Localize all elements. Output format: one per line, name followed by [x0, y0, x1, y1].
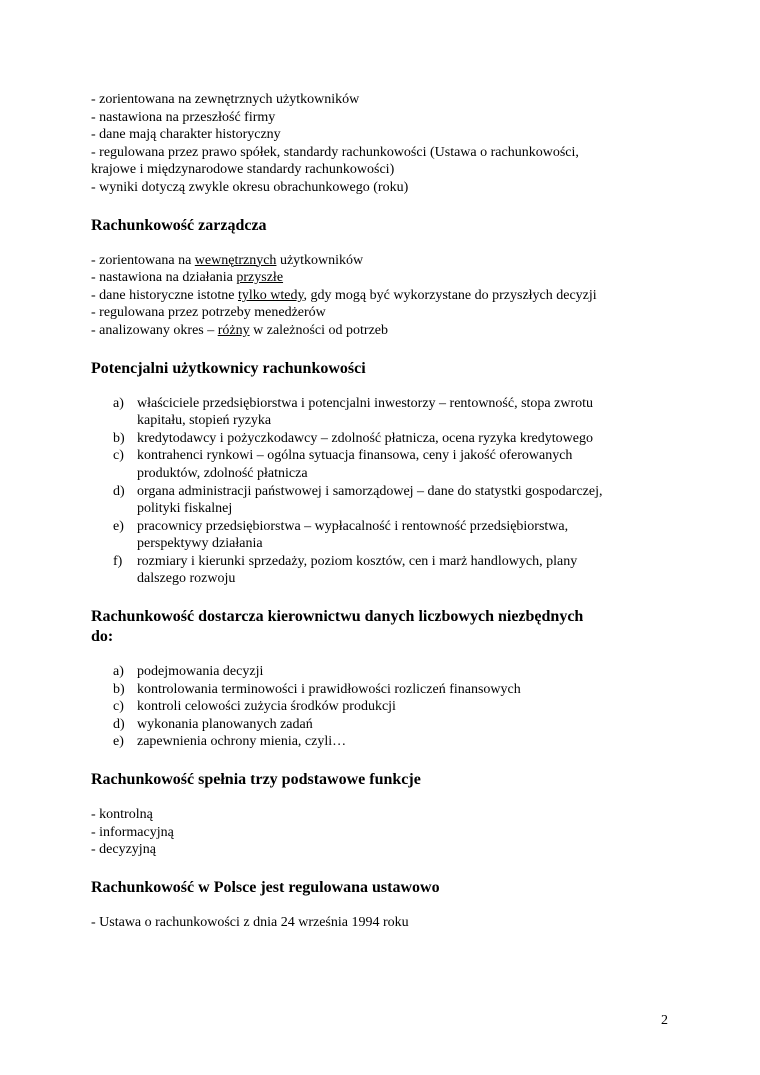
section-heading: Potencjalni użytkownicy rachunkowości	[91, 359, 366, 377]
list-item: - dane historyczne istotne tylko wtedy, gdy mogą być wykorzystane do przyszłych decyzji	[91, 287, 597, 303]
list-item: - kontrolną	[91, 807, 153, 823]
section-heading: Rachunkowość dostarcza kierownictwu danych liczbowych niezbędnych do:	[91, 608, 584, 646]
document-page	[91, 91, 671, 931]
page-number: 2	[661, 1013, 668, 1028]
section-heading: Rachunkowość spełnia trzy podstawowe funkcje	[91, 771, 421, 789]
polska-list	[91, 914, 671, 932]
list-item: e) zapewnienia ochrony mienia, czyli…	[113, 734, 347, 750]
list-item: - zorientowana na zewnętrznych użytkowników	[91, 92, 360, 107]
list-item: krajowe i międzynarodowe standardy rachunkowości)	[91, 162, 395, 178]
funkcje-list	[91, 806, 671, 859]
list-item: c) kontrahenci rynkowi – ogólna sytuacja finansowa, ceny i jakość oferowanych produktów, zdolność płatnicza	[113, 448, 573, 481]
list-item: b) kredytodawcy i pożyczkodawcy – zdolność płatnicza, ocena ryzyka kredytowego	[113, 430, 593, 446]
list-item: - wyniki dotyczą zwykle okresu obrachunkowego (roku)	[91, 179, 409, 195]
list-item: d) wykonania planowanych zadań	[113, 716, 313, 732]
dostarcza-list	[91, 663, 671, 751]
list-item: - dane mają charakter historyczny	[91, 127, 281, 143]
zarzadcza-list	[91, 252, 671, 340]
list-item: - analizowany okres – różny w zależności od potrzeb	[91, 322, 389, 338]
list-item: a) właściciele przedsiębiorstwa i potencjalni inwestorzy – rentowność, stopa zwrotu kapitału, stopień ryzyka	[113, 395, 594, 429]
list-item: b) kontrolowania terminowości i prawidłowości rozliczeń finansowych	[113, 681, 521, 697]
list-item: - nastawiona na działania przyszłe	[91, 270, 284, 286]
uzytkownicy-list	[91, 395, 671, 589]
list-item: - regulowana przez potrzeby menedżerów	[91, 305, 326, 321]
list-item: c) kontroli celowości zużycia środków produkcji	[113, 699, 396, 715]
intro-list	[91, 91, 671, 197]
list-item: a) podejmowania decyzji	[113, 664, 264, 680]
list-item: d) organa administracji państwowej i samorządowej – dane do statystki gospodarczej, polityki fiskalnej	[113, 483, 603, 517]
list-item: e) pracownicy przedsiębiorstwa – wypłacalność i rentowność przedsiębiorstwa, perspektywy działania	[113, 518, 569, 552]
list-item: - regulowana przez prawo spółek, standardy rachunkowości (Ustawa o rachunkowości,	[91, 144, 579, 160]
section-heading: Rachunkowość w Polsce jest regulowana ustawowo	[91, 878, 440, 896]
list-item: - informacyjną	[91, 824, 174, 840]
section-heading: Rachunkowość zarządcza	[91, 216, 267, 234]
list-item: - zorientowana na wewnętrznych użytkowników	[91, 252, 364, 268]
list-item: - Ustawa o rachunkowości z dnia 24 września 1994 roku	[91, 914, 409, 930]
list-item: - nastawiona na przeszłość firmy	[91, 109, 276, 125]
list-item: - decyzyjną	[91, 842, 156, 858]
list-item: f) rozmiary i kierunki sprzedaży, poziom kosztów, cen i marż handlowych, plany dalszego rozwoju	[113, 553, 578, 587]
